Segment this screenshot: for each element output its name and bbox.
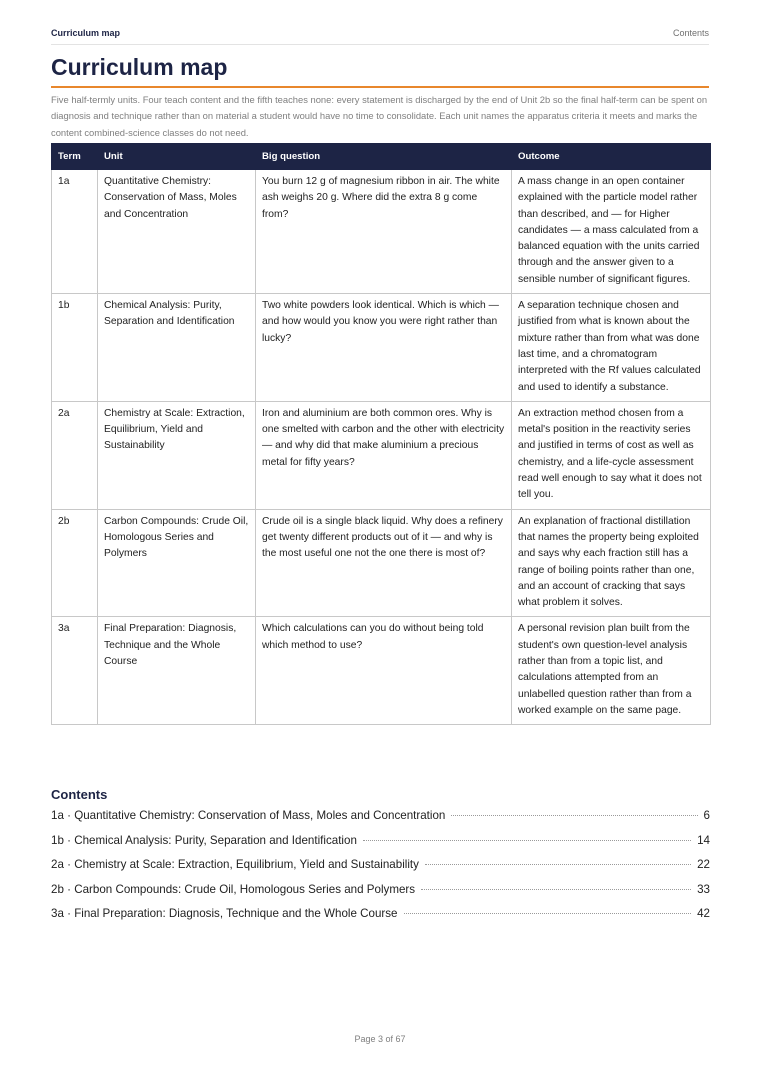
unit-cell: Carbon Compounds: Crude Oil, Homologous Series and Polymers bbox=[98, 509, 256, 617]
toc-entry[interactable] bbox=[51, 809, 710, 834]
column-header-outcome: Outcome bbox=[512, 144, 711, 170]
term-cell: 2b bbox=[52, 509, 98, 617]
term-cell: 3a bbox=[52, 617, 98, 725]
outcome-cell: A personal revision plan built from the student's own question-level analysis rather than from a topic list, and calculations attempted from an unlabelled question rather than from a worked example on the same page. bbox=[512, 617, 711, 725]
outcome-cell: An extraction method chosen from a metal's position in the reactivity series and justified in terms of cost as well as chemistry, and a life-cycle assessment read well enough to say what it does not tell you. bbox=[512, 401, 711, 509]
table-row bbox=[52, 617, 711, 725]
question-cell: Crude oil is a single black liquid. Why does a refinery get twenty different products out of it — and why is the most useful one not the one there is most of? bbox=[256, 509, 512, 617]
toc-leader-dots bbox=[451, 815, 697, 816]
toc-entry[interactable] bbox=[51, 858, 710, 883]
toc-leader-dots bbox=[363, 840, 691, 841]
question-cell: Two white powders look identical. Which is which — and how would you know you were right rather than lucky? bbox=[256, 294, 512, 402]
table-header-row bbox=[52, 144, 711, 170]
toc-entry-title[interactable]: 2b · Carbon Compounds: Crude Oil, Homologous Series and Polymers bbox=[51, 882, 416, 896]
toc-entry-title[interactable]: 1a · Quantitative Chemistry: Conservation of Mass, Moles and Concentration bbox=[51, 809, 446, 822]
unit-cell: Final Preparation: Diagnosis, Technique and the Whole Course bbox=[98, 617, 256, 725]
column-header-unit: Unit bbox=[98, 144, 256, 170]
running-header-section: Contents bbox=[672, 28, 709, 38]
unit-cell: Quantitative Chemistry: Conservation of Mass, Moles and Concentration bbox=[98, 170, 256, 294]
toc-entry-title[interactable]: 2a · Chemistry at Scale: Extraction, Equilibrium, Yield and Sustainability bbox=[51, 858, 419, 871]
contents-heading: Contents bbox=[51, 787, 108, 802]
table-row bbox=[52, 509, 711, 617]
page-title: Curriculum map bbox=[51, 50, 709, 88]
toc-entry-page[interactable]: 42 bbox=[697, 907, 710, 920]
unit-cell: Chemical Analysis: Purity, Separation and Identification bbox=[98, 294, 256, 402]
running-header-title: Curriculum map bbox=[51, 28, 121, 38]
table-row bbox=[52, 170, 711, 294]
toc-entry-page[interactable]: 6 bbox=[703, 809, 710, 822]
toc-entry-page[interactable]: 22 bbox=[697, 858, 710, 871]
column-header-big-question: Big question bbox=[256, 144, 512, 170]
table-row bbox=[52, 401, 711, 509]
outcome-cell: A mass change in an open container explained with the particle model rather than described, and — for Higher candidates — a mass calculated from a balanced equation with the units carried through and the answer given to a sensible number of significant figures. bbox=[512, 170, 711, 294]
toc-entry-page[interactable]: 14 bbox=[697, 833, 710, 847]
outcome-cell: A separation technique chosen and justified from what is known about the mixture rather than from what was done last time, and a chromatogram interpreted with the Rf values calculated and used to identify a substance. bbox=[512, 294, 711, 402]
toc-leader-dots bbox=[404, 913, 692, 914]
toc-entry-title[interactable]: 1b · Chemical Analysis: Purity, Separation and Identification bbox=[51, 833, 357, 847]
page-footer: Page 3 of 67 bbox=[354, 1034, 406, 1044]
toc-entry-title[interactable]: 3a · Final Preparation: Diagnosis, Technique and the Whole Course bbox=[51, 907, 398, 920]
intro-paragraph: Five half-termly units. Four teach content and the fifth teaches none: every statement is discharged by the end of Unit 2b so the final half-term can be spent on diagnosis and technique rather than on material a student would have no time to consolidate. Each unit names the apparatus criteria it meets and marks the content combined-science classes do not need. bbox=[51, 94, 708, 138]
question-cell: You burn 12 g of magnesium ribbon in air. The white ash weighs 20 g. Where did the extra 8 g come from? bbox=[256, 170, 512, 294]
table-of-contents bbox=[51, 809, 710, 932]
toc-entry-page[interactable]: 33 bbox=[697, 882, 710, 896]
toc-leader-dots bbox=[421, 889, 691, 890]
term-cell: 1a bbox=[52, 170, 98, 294]
question-cell: Which calculations can you do without being told which method to use? bbox=[256, 617, 512, 725]
table-row bbox=[52, 294, 711, 402]
term-cell: 2a bbox=[52, 401, 98, 509]
outcome-cell: An explanation of fractional distillation that names the property being exploited and says why each fraction still has a range of boiling points rather than one, and an account of cracking that says what problem it solves. bbox=[512, 509, 711, 617]
question-cell: Iron and aluminium are both common ores. Why is one smelted with carbon and the other with electricity — and why did that make aluminium a precious metal for fifty years? bbox=[256, 401, 512, 509]
toc-entry[interactable] bbox=[51, 834, 710, 859]
running-header bbox=[51, 26, 709, 45]
toc-entry[interactable] bbox=[51, 883, 710, 908]
curriculum-table bbox=[51, 143, 711, 725]
column-header-term: Term bbox=[52, 144, 98, 170]
toc-entry[interactable] bbox=[51, 907, 710, 932]
unit-cell: Chemistry at Scale: Extraction, Equilibrium, Yield and Sustainability bbox=[98, 401, 256, 509]
toc-leader-dots bbox=[425, 864, 691, 865]
term-cell: 1b bbox=[52, 294, 98, 402]
